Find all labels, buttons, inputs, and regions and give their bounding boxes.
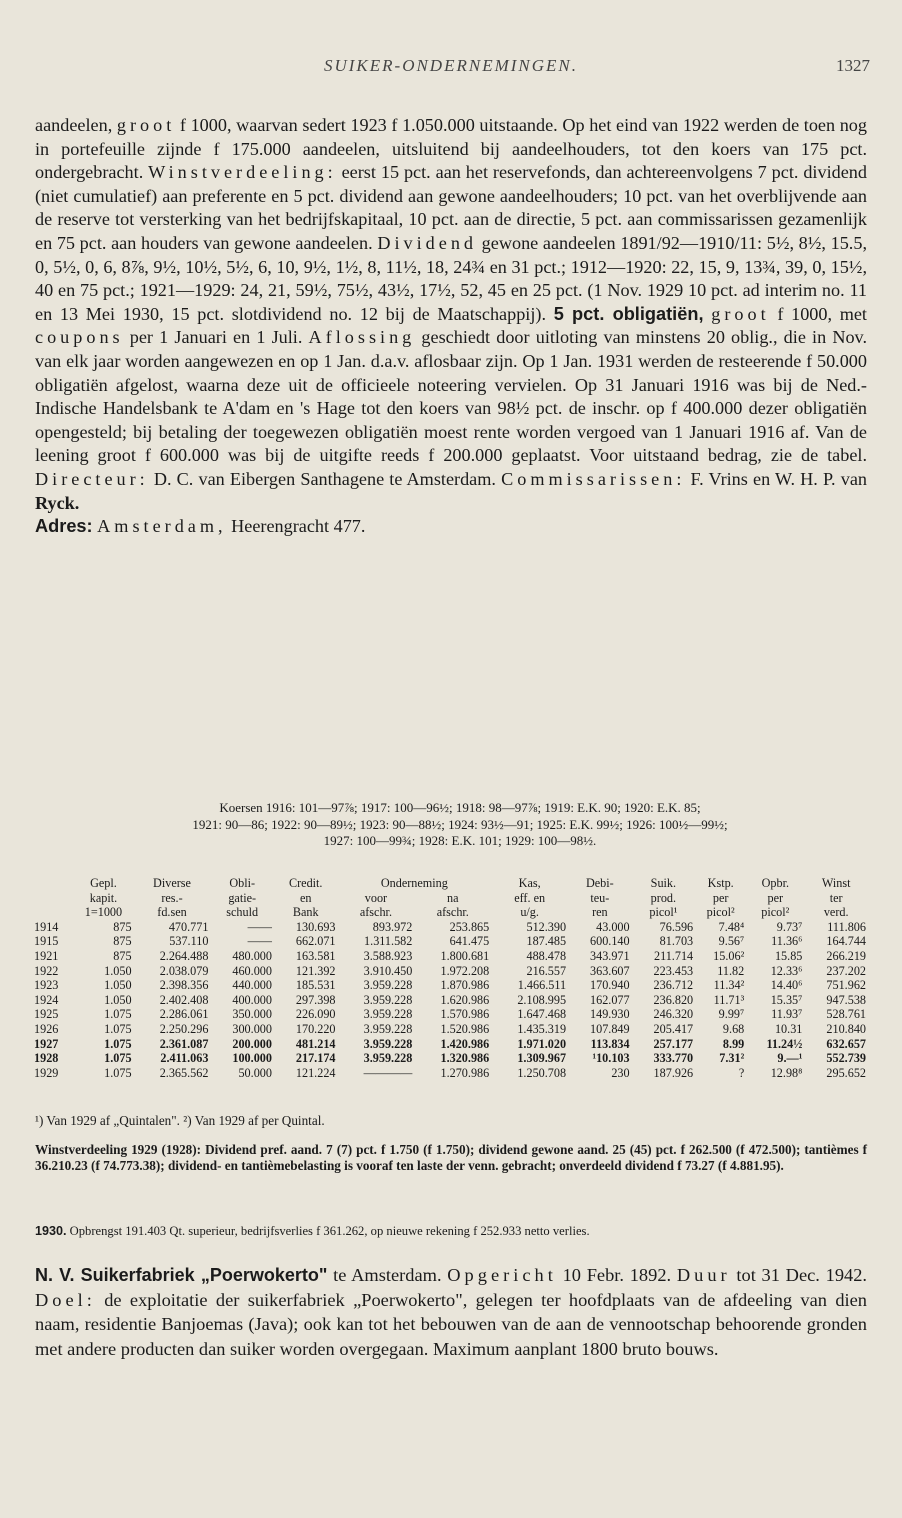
table-cell: 528.761 <box>826 1007 866 1022</box>
table-cell: 187.926 <box>653 1065 694 1080</box>
table-cell: 205.417 <box>653 1021 694 1036</box>
table-cell: 237.202 <box>826 963 866 978</box>
text-run: f 1000, waarvan sedert 1923 f 1.050.000 uitstaande. Op het eind van 1922 werden de toen nog in portefeuille zijnde f 175.000 aandeelen, uitsluitend bij aandeelhouders, tot den koers van 175 pct. ondergebracht. <box>35 115 867 183</box>
table-cell: 1.800.681 <box>440 948 490 963</box>
table-cell: 15.85 <box>774 948 803 963</box>
table-cell: 216.557 <box>526 963 567 978</box>
table-cell: 200.000 <box>232 1036 272 1051</box>
table-cell: 2.411.063 <box>160 1051 209 1066</box>
table-row <box>32 949 868 964</box>
table-cell: 1.250.708 <box>517 1065 567 1080</box>
table-cell: 875 <box>113 948 132 963</box>
table-cell: 1.050 <box>104 963 132 978</box>
table-cell: 875 <box>113 934 132 949</box>
table-cell: 10.31 <box>774 1021 803 1036</box>
table-cell: 488.478 <box>526 948 567 963</box>
table-cell: 343.971 <box>590 948 630 963</box>
table-cell: 14.40⁶ <box>770 978 803 993</box>
table-footnotes: ¹) Van 1929 af „Quintalen". ²) Van 1929 af per Quintal. <box>35 1113 325 1128</box>
table-cell: 9.99⁷ <box>718 1007 745 1022</box>
table-cell: 246.320 <box>653 1007 694 1022</box>
table-header-cell: verd. <box>823 905 849 920</box>
table-cell: 12.33⁶ <box>770 963 803 978</box>
table-cell: 164.744 <box>826 934 866 949</box>
table-cell: 1.972.208 <box>440 963 490 978</box>
table-cell: 1.620.986 <box>440 992 490 1007</box>
table-cell: 107.849 <box>590 1021 630 1036</box>
table-cell: 230 <box>611 1065 630 1080</box>
text-run: f 1000, met <box>769 303 867 324</box>
share-prices <box>50 800 870 850</box>
table-cell: 11.82 <box>717 963 745 978</box>
table-cell: 1.420.986 <box>440 1036 490 1051</box>
table-cell-year: 1925 <box>34 1007 59 1022</box>
table-cell: 257.177 <box>653 1036 694 1051</box>
year-1930-note <box>35 1224 867 1239</box>
text-run: per 1 Januari en 1 Juli. <box>123 327 309 348</box>
heading-obligatien: 5 pct. obligatiën, <box>553 303 704 324</box>
table-cell: 9.68 <box>722 1021 745 1036</box>
table-header-cell: gatie- <box>228 890 257 905</box>
share-prices-line: 1921: 90—86; 1922: 90—89½; 1923: 90—88½; 1924: 93½—91; 1925: E.K. 99½; 1926: 100½—99½; <box>192 816 728 832</box>
spaced-term-commissarissen: Commissarissen: <box>501 468 686 489</box>
table-cell: 3.588.923 <box>363 948 413 963</box>
table-cell: 7.48⁴ <box>718 919 745 934</box>
table-cell: ———— <box>363 1065 413 1080</box>
table-cell: 1.270.986 <box>440 1065 490 1080</box>
text-run: eerst 15 pct. aan het reservefonds, dan achtereenvolgens 7 pct. dividend (niet cumulatief) aan preferente en 5 pct. dividend aan gewone aandeelhouders; 10 pct. van het overblijvende aan de reserve tot versterking van het bedrijfskapitaal, 10 pct. aan de directie, 5 pct. aan commissarissen gezamenlijk en 75 pct. aan houders van gewone aandeelen. <box>35 162 867 253</box>
table-cell: 2.038.079 <box>159 963 209 978</box>
text-run: tot 31 Dec. 1942. <box>730 1265 868 1285</box>
financial-table <box>32 876 868 1080</box>
table-row <box>32 993 868 1008</box>
table-header-cell: Debi- <box>585 876 614 890</box>
table-row <box>32 1022 868 1037</box>
share-prices-line: Koersen 1916: 101—97⅞; 1917: 100—96½; 1918: 98—97⅞; 1919: E.K. 90; 1920: E.K. 85; <box>219 800 701 815</box>
page-title: SUIKER-ONDERNEMINGEN. <box>323 56 578 75</box>
spaced-term-dividend: Dividend <box>377 232 478 253</box>
table-cell-year: 1922 <box>34 963 59 978</box>
table-cell: 1.075 <box>104 1065 132 1080</box>
table-cell: 3.959.228 <box>363 992 413 1007</box>
page-number: 1327 <box>836 56 870 75</box>
table-cell: 111.806 <box>827 919 866 934</box>
share-prices-line: 1927: 100—99¾; 1928: E.K. 101; 1929: 100—98½. <box>323 833 597 849</box>
table-header-cell: 1=1000 <box>84 905 123 920</box>
table-header-cell: Onderneming <box>380 876 448 890</box>
table-cell: 162.077 <box>590 992 630 1007</box>
text-run: 10 Febr. 1892. <box>556 1265 677 1285</box>
table-header-cell: Winst <box>821 876 851 890</box>
table-cell: 1.435.319 <box>517 1021 567 1036</box>
table-cell: 11.36⁶ <box>771 934 803 949</box>
table-cell: 1.050 <box>104 978 132 993</box>
table-header-cell: prod. <box>650 890 677 905</box>
table-cell: 11.93⁷ <box>771 1007 803 1022</box>
table-cell: 295.652 <box>826 1065 866 1080</box>
table-cell: 3.959.228 <box>363 978 413 993</box>
company-name-heading: N. V. Suikerfabriek „Poerwokerto" <box>35 1265 328 1285</box>
table-cell: 187.485 <box>526 934 567 949</box>
table-cell: 9.73⁷ <box>776 919 803 934</box>
table-cell: 1.075 <box>104 1051 132 1066</box>
table-cell: 350.000 <box>232 1007 272 1022</box>
address-city: Amsterdam, <box>97 516 227 537</box>
table-cell: 211.714 <box>653 948 694 963</box>
table-cell: 3.959.228 <box>363 1051 413 1066</box>
table-cell: 3.910.450 <box>363 963 413 978</box>
table-cell: 217.174 <box>295 1051 336 1066</box>
table-header-cell: picol² <box>761 905 790 920</box>
spaced-term-doel: Doel: <box>35 1289 96 1310</box>
table-cell: —— <box>247 934 272 949</box>
table-cell: 170.940 <box>590 978 630 993</box>
table-cell: 470.771 <box>168 919 209 934</box>
table-cell: 226.090 <box>295 1007 336 1022</box>
text-run: te Amsterdam. <box>327 1265 448 1285</box>
text-run: aandeelen, <box>35 115 117 135</box>
table-header-cell: per <box>712 890 729 905</box>
table-cell: 163.581 <box>295 948 336 963</box>
table-cell: 8.99 <box>722 1036 745 1051</box>
table-cell: 113.834 <box>590 1036 630 1051</box>
table-header-cell: eff. en <box>514 890 546 905</box>
table-header-cell: Obli- <box>229 876 256 890</box>
year-text: Opbrengst 191.403 Qt. superieur, bedrijfsverlies f 361.262, op nieuwe rekening f 252.933 netto verlies. <box>66 1224 590 1238</box>
table-cell: 185.531 <box>295 978 336 993</box>
table-cell: 3.959.228 <box>363 1021 413 1036</box>
table-cell-year: 1929 <box>34 1065 59 1080</box>
running-head <box>32 56 870 84</box>
table-cell: 130.693 <box>295 919 336 934</box>
table-cell: 210.840 <box>826 1021 866 1036</box>
table-cell: 11.71³ <box>713 992 745 1007</box>
table-cell: 1.050 <box>104 992 132 1007</box>
table-header-cell: Bank <box>292 905 319 920</box>
table-header-cell: kapit. <box>89 890 118 905</box>
table-row <box>32 1066 868 1081</box>
table-row <box>32 964 868 979</box>
table-cell: 236.712 <box>653 978 694 993</box>
table-header-cell: en <box>299 890 312 905</box>
spaced-term-groot: groot <box>711 303 770 324</box>
table-row <box>32 1037 868 1052</box>
table-cell: 333.770 <box>653 1051 694 1066</box>
table-header-cell: picol¹ <box>649 905 678 920</box>
table-header-cell: afschr. <box>359 905 392 920</box>
spaced-term-winstverdeeling: Winstverdeeling: <box>148 162 337 183</box>
spaced-term-opgericht: Opgericht <box>447 1265 557 1285</box>
table-cell-year: 1921 <box>34 948 59 963</box>
spaced-term-aflossing: Aflossing <box>308 327 416 348</box>
table-cell: 9.—¹ <box>777 1051 803 1066</box>
table-cell: 460.000 <box>232 963 272 978</box>
table-cell: 100.000 <box>232 1051 272 1066</box>
table-cell: 81.703 <box>659 934 694 949</box>
spaced-term-duur: Duur <box>676 1265 731 1285</box>
address-label: Adres: <box>35 516 93 537</box>
text-run: de exploitatie der suikerfabriek „Poerwokerto", gelegen ter hoofdplaats van de afdeeling van dien naam, residentie Banjoemas (Java); ook kan tot het bebouwen van de aan de vennootschap behoorende gronden met andere producten dan suiker worden overgegaan. Maximum aanplant 1800 bruto bouws. <box>35 1289 867 1359</box>
poerwokerto-paragraph <box>35 1263 867 1361</box>
table-cell: ¹10.103 <box>592 1051 630 1066</box>
table-cell: 2.402.408 <box>159 992 209 1007</box>
table-cell: 662.071 <box>295 934 336 949</box>
table-header-cell <box>32 891 73 906</box>
year-label: 1930. <box>35 1224 67 1238</box>
table-cell-year: 1923 <box>34 978 59 993</box>
table-cell: 1.309.967 <box>517 1051 567 1066</box>
table-cell: 236.820 <box>653 992 694 1007</box>
table-cell: 9.56⁷ <box>718 934 745 949</box>
table-cell: 600.140 <box>590 934 630 949</box>
table-header-cell: u/g. <box>520 905 539 920</box>
table-row <box>32 1051 868 1066</box>
table-cell: 1.647.468 <box>517 1007 567 1022</box>
table-cell: 11.24½ <box>766 1036 803 1051</box>
table-header-cell <box>32 905 73 920</box>
table-cell: 266.219 <box>826 948 866 963</box>
table-cell: 2.108.995 <box>517 992 567 1007</box>
table-header-row <box>32 891 868 906</box>
table-body <box>32 920 868 1081</box>
text-run: D. C. van Eibergen Santhagene te Amsterdam. <box>148 468 502 489</box>
table-cell: —— <box>247 919 272 934</box>
table-header-cell: afschr. <box>436 905 469 920</box>
table-cell: 2.361.087 <box>159 1036 209 1051</box>
table-cell: 400.000 <box>232 992 272 1007</box>
table-row <box>32 978 868 993</box>
table-cell: 1.075 <box>104 1036 132 1051</box>
table-cell: 297.398 <box>295 992 336 1007</box>
table-header-cell: fd.sen <box>157 905 187 920</box>
text-run: F. Vrins en W. H. P. van <box>685 468 867 489</box>
table-cell: 2.398.356 <box>159 978 209 993</box>
table-cell: 12.98⁸ <box>770 1065 803 1080</box>
table-cell: 3.959.228 <box>363 1007 413 1022</box>
table-cell: 253.865 <box>449 919 490 934</box>
table-cell: 632.657 <box>826 1036 866 1051</box>
table-cell: 2.250.296 <box>159 1021 209 1036</box>
table-cell: 2.264.488 <box>159 948 209 963</box>
table-cell: 121.224 <box>295 1065 336 1080</box>
table-cell: 552.739 <box>826 1051 866 1066</box>
table-header-cell: Kstp. <box>707 876 734 890</box>
table-cell: 7.31² <box>719 1051 745 1066</box>
table-cell: 15.35⁷ <box>770 992 803 1007</box>
table-cell-year: 1928 <box>34 1051 59 1066</box>
table-cell: 512.390 <box>526 919 567 934</box>
table-header-cell: schuld <box>226 905 259 920</box>
table-header-cell: na <box>447 890 459 905</box>
text-run-bold: Ryck. <box>35 492 80 513</box>
table-cell: 1.971.020 <box>517 1036 567 1051</box>
table-header-cell: ren <box>592 905 608 920</box>
table-cell: 947.538 <box>826 992 866 1007</box>
table-cell: 76.596 <box>659 919 694 934</box>
table-cell: 1.320.986 <box>440 1051 490 1066</box>
table-cell: 893.972 <box>372 919 413 934</box>
table-cell: 2.286.061 <box>159 1007 209 1022</box>
table-cell: 480.000 <box>232 948 272 963</box>
table-cell: 170.220 <box>295 1021 336 1036</box>
table-header-cell: Kas, <box>518 876 541 890</box>
table-cell-year: 1927 <box>34 1036 59 1051</box>
table-cell: 3.959.228 <box>363 1036 413 1051</box>
spaced-term-coupons: coupons <box>35 327 124 348</box>
table-header-cell: per <box>767 890 784 905</box>
table-cell: 149.930 <box>590 1007 630 1022</box>
spaced-term-groot: groot <box>116 115 176 135</box>
table-cell: 363.607 <box>590 963 630 978</box>
table-cell: 1.075 <box>104 1021 132 1036</box>
table-header-cell: picol² <box>706 905 735 920</box>
table-cell: 641.475 <box>449 934 490 949</box>
address-street: Heerengracht 477. <box>226 516 366 537</box>
table-header-cell: Diverse <box>153 876 191 890</box>
table-cell-year: 1915 <box>34 934 59 949</box>
table-header-cell: Suik. <box>650 876 677 890</box>
table-cell: 440.000 <box>232 978 272 993</box>
table-header-cell: teu- <box>590 890 610 905</box>
table-cell: 223.453 <box>653 963 694 978</box>
table-row <box>32 920 868 935</box>
table-cell: 2.365.562 <box>159 1065 209 1080</box>
table-cell: 875 <box>113 919 132 934</box>
table-cell: 751.962 <box>826 978 866 993</box>
table-cell: 15.06² <box>713 948 745 963</box>
table-header-cell: Opbr. <box>761 876 790 890</box>
table-header-cell: Credit. <box>288 876 323 890</box>
table-cell: 1.570.986 <box>440 1007 490 1022</box>
table-cell: 43.000 <box>596 919 630 934</box>
table-cell: 11.34² <box>713 978 745 993</box>
table-cell: 537.110 <box>169 934 209 949</box>
table-header-cell: Gepl. <box>90 876 117 890</box>
table-cell: 300.000 <box>232 1021 272 1036</box>
table-header-cell: ter <box>829 890 843 905</box>
table-cell: 1.466.511 <box>517 978 567 993</box>
table-cell: ? <box>738 1065 745 1080</box>
table-cell: 50.000 <box>238 1065 272 1080</box>
table-cell: 121.392 <box>295 963 336 978</box>
table-cell: 1.520.986 <box>440 1021 490 1036</box>
table-header-row <box>32 905 868 920</box>
table-cell: 1.075 <box>104 1007 132 1022</box>
company-description-paragraph <box>35 114 867 539</box>
table-cell: 1.311.582 <box>364 934 413 949</box>
table-cell-year: 1926 <box>34 1021 59 1036</box>
table-header-cell: voor <box>364 890 388 905</box>
table-cell: 481.214 <box>295 1036 336 1051</box>
table-header-row <box>32 876 868 891</box>
table-cell: 1.870.986 <box>440 978 490 993</box>
table-cell-year: 1924 <box>34 992 59 1007</box>
table-cell-year: 1914 <box>34 919 59 934</box>
table-header-cell: res.- <box>161 890 183 905</box>
table-row <box>32 934 868 949</box>
spaced-term-directeur: Directeur: <box>35 468 149 489</box>
table-header-cell <box>32 876 73 891</box>
profit-distribution-note: Winstverdeeling 1929 (1928): Dividend pref. aand. 7 (7) pct. f 1.750 (f 1.750); dividend gewone aand. 25 (45) pct. f 262.500 (f 472.500); tantièmes f 36.210.23 (f 74.773.38); dividend- en tantièmebelasting is vooraf ten laste der venn. gebracht; onverdeeld dividend f 73.27 (f 4.881.95). <box>35 1142 867 1173</box>
text-run: geschiedt door uitloting van minstens 20 oblig., die in Nov. van elk jaar worden aangewezen en op 1 Jan. d.a.v. aflosbaar zijn. Op 1 Jan. 1931 werden de resteerende f 50.000 obligatiën afgelost, waarna deze uit de officieele noteering vervielen. Op 31 Januari 1916 was bij de Ned.-Indische Handelsbank te A'dam en 's Hage tot den koers van 98½ pct. de inschr. op f 400.000 dezer obligatiën opengesteld; bij betaling der toegewezen obligatiën moest rente worden vergoed van 1 Januari 1916 af. Van de leening groot f 600.000 was bij de uitgifte reeds f 200.000 geplaatst. Voor uitstaand bedrag, zie de tabel. <box>35 327 868 466</box>
text-run: gewone aandeelen 1891/92—1910/11: 5½, 8½, 15.5, 0, 5½, 0, 6, 8⅞, 9½, 10½, 5½, 6, 10, 9½, 1½, 8, 11½, 18, 24¾ en 31 pct.; 1912—1920: 22, 15, 9, 13¾, 39, 0, 15½, 40 en 75 pct.; 1921—1929: 24, 21, 59½, 75½, 43½, 17½, 52, 45 en 25 pct. (1 Nov. 1929 10 pct. ad interim no. 11 en 13 Mei 1930, 15 pct. slotdividend no. 12 bij de Maatschappij). <box>35 232 867 324</box>
table-row <box>32 1007 868 1022</box>
